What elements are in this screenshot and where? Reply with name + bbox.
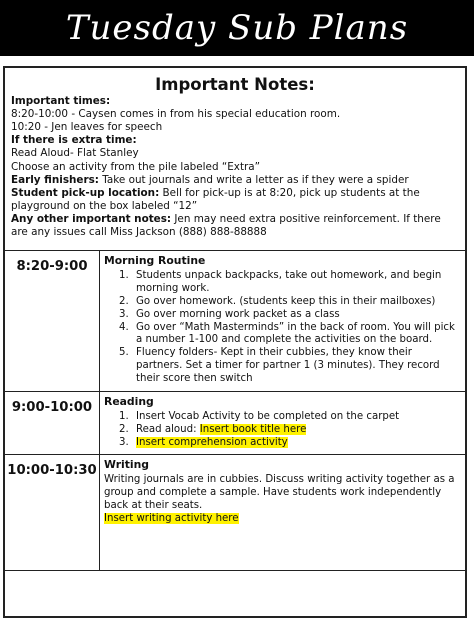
- list-item: 5. Fluency folders- Kept in their cubbies, they know their partners. Set a timer for partner 1 (3 minutes). They record their score then switch: [132, 347, 459, 386]
- activity-content: [104, 459, 459, 526]
- other-text: Jen may need extra positive reinforcement. If there are any issues call Miss Jackson (888) 888-88888: [11, 212, 441, 239]
- schedule-row: [5, 392, 465, 455]
- title-bar: [0, 0, 474, 56]
- activity-list: [104, 270, 459, 386]
- highlight-line: [104, 513, 459, 526]
- pickup-text: Bell for pick-up is at 8:20, pick up students at the playground on the box labeled “12”: [11, 186, 420, 212]
- other-note: [11, 213, 459, 239]
- highlighted-placeholder: Insert writing activity here: [104, 512, 239, 524]
- list-item: [132, 437, 459, 450]
- early-finishers-text: Take out journals and write a letter as if they were a spider: [98, 173, 409, 186]
- list-item: 2. Go over homework. (students keep this in their mailboxes): [132, 296, 459, 309]
- time-slot: 10:00-10:30: [5, 455, 100, 570]
- list-item: 3. Go over morning work packet as a class: [132, 309, 459, 322]
- activity-content: [104, 255, 459, 386]
- important-times-label: Important times:: [11, 95, 111, 108]
- list-item: [132, 424, 459, 437]
- activity-list: [104, 411, 459, 450]
- important-notes-section: [5, 68, 465, 251]
- list-item-text: Read aloud:: [136, 423, 200, 435]
- activity-text: Writing journals are in cubbies. Discuss writing activity together as a group and complete a sample. Have students work independently back at their seats.: [104, 473, 455, 511]
- extra-time-line: Choose an activity from the pile labeled “Extra”: [11, 160, 261, 173]
- highlighted-placeholder: Insert comprehension activity: [136, 436, 288, 448]
- page-title: Tuesday Sub Plans: [65, 8, 409, 48]
- early-finishers-label: Early finishers:: [11, 173, 99, 186]
- list-item: 1. Insert Vocab Activity to be completed on the carpet: [132, 411, 459, 424]
- notes-heading: Important Notes:: [155, 75, 315, 94]
- activity-title: Reading: [104, 395, 154, 408]
- extra-time-line: Read Aloud- Flat Stanley: [11, 147, 139, 160]
- time-slot: 8:20-9:00: [5, 251, 100, 391]
- time-line: 10:20 - Jen leaves for speech: [11, 121, 163, 134]
- list-item: 1. Students unpack backpacks, take out homework, and begin morning work.: [132, 270, 459, 296]
- activity-title: Morning Routine: [104, 254, 206, 267]
- activity-title: Writing: [104, 458, 150, 471]
- other-label: Any other important notes:: [11, 212, 172, 225]
- schedule-row: [5, 455, 465, 571]
- time-line: 8:20-10:00 - Caysen comes in from his special education room.: [11, 108, 341, 121]
- sub-plan-sheet: [3, 66, 467, 618]
- pickup-label: Student pick-up location:: [11, 186, 160, 199]
- time-slot: 9:00-10:00: [5, 392, 100, 454]
- list-item: 4. Go over “Math Masterminds” in the back of room. You will pick a number 1-100 and complete the activities on the board.: [132, 322, 459, 348]
- activity-content: [104, 396, 459, 450]
- extra-time-label: If there is extra time:: [11, 134, 137, 147]
- schedule-row: [5, 251, 465, 392]
- early-finishers-note: [11, 174, 459, 187]
- pickup-note: [11, 187, 459, 213]
- highlighted-placeholder: Insert book title here: [199, 423, 307, 435]
